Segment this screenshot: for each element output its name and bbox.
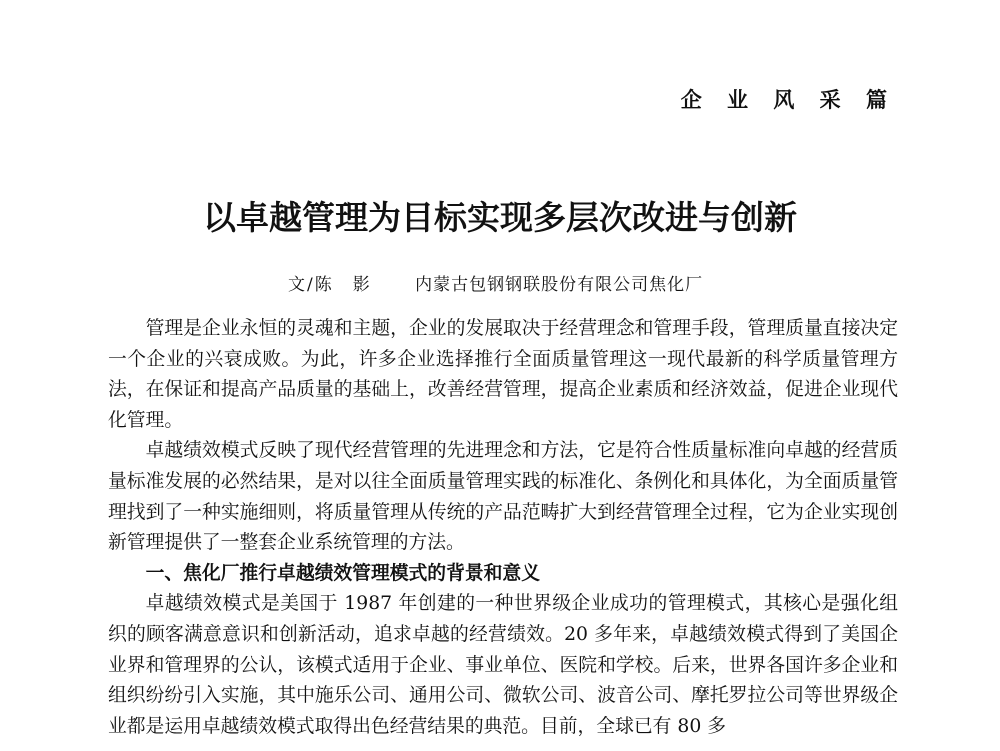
byline — [288, 270, 703, 295]
section-tag: 企 业 风 采 篇 — [680, 88, 896, 112]
paragraph: 卓越绩效模式反映了现代经营管理的先进理念和方法，它是符合性质量标准向卓越的经营质量标准发展的必然结果，是对以往全面质量管理实践的标准化、条例化和具体化，为全面质量管理找到了一种实施细则，将质量管理从传统的产品范畴扩大到经营管理全过程，它为企业实现创新管理提供了一整套企业系统管理的方法。 — [108, 440, 898, 554]
section-heading: 一、焦化厂推行卓越绩效管理模式的背景和意义 — [145, 562, 540, 584]
paragraph: 卓越绩效模式是美国于 1987 年创建的一种世界级企业成功的管理模式，其核心是强化组织的顾客满意意识和创新活动，追求卓越的经营绩效。20 多年来，卓越绩效模式得到了美国企业界和管理界的公认，该模式适用于企业、事业单位、医院和学校。后来，世界各国许多企业和组织纷纷引入实施，其中施乐公司、通用公司、微软公司、波音公司、摩托罗拉公司等世界级企业都是运用卓越绩效模式取得出色经营结果的典范。目前，全球已有 80 多 — [108, 593, 898, 737]
paragraph: 管理是企业永恒的灵魂和主题，企业的发展取决于经营理念和管理手段，管理质量直接决定一个企业的兴衰成败。为此，许多企业选择推行全面质量管理这一现代最新的科学质量管理方法，在保证和提高产品质量的基础上，改善经营管理，提高企业素质和经济效益，促进企业现代化管理。 — [108, 318, 898, 431]
article-title: 以卓越管理为目标实现多层次改进与创新 — [203, 198, 797, 237]
byline-author: 文/陈 影 — [288, 275, 372, 295]
byline-organization: 内蒙古包钢钢联股份有限公司焦化厂 — [415, 275, 704, 295]
article-body — [108, 314, 898, 742]
